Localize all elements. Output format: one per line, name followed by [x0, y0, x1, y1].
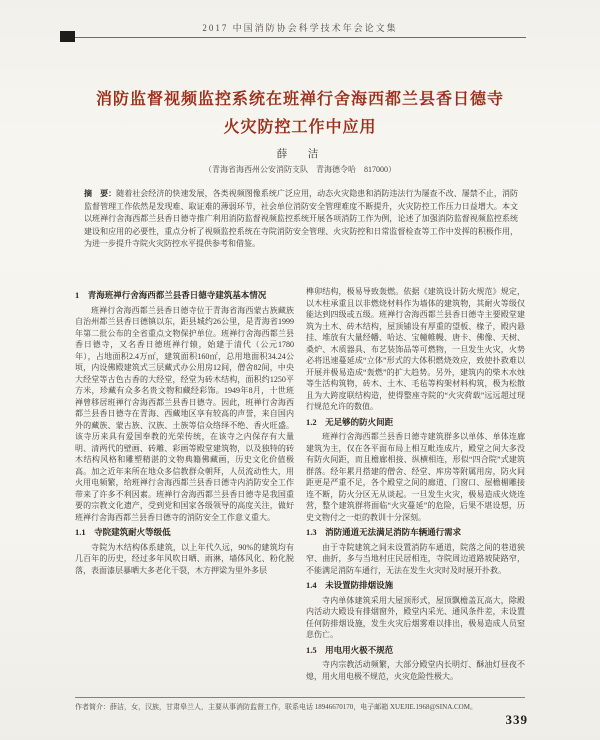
header-divider — [74, 37, 526, 38]
paragraph: 榫卯结构，极易导致轰燃。依据《建筑设计防火规范》规定，以木柱承重且以非燃烧材料作为墙体的建筑物，其耐火等级仅能达到四级或五级。班禅行舍海西都兰县香日德寺主要殿堂建筑为土木、砖木结构，屋顶铺设有厚重的望板、椽子，殿内悬挂、堆放有大量经幡、哈达、宝幢帷幔、唐卡、佛像、天树、桑炉、木质器具、布艺装饰品等可燃物，一旦发生火灾，火势必将迅速蔓延成“立体”形式的大体积燃烧效应，致使扑救难以开展并极易造成“轰燃”的扩大趋势。另外，建筑内的柴木水烛等生活构筑物，砖木、土木、毛毡等构架材料构筑，极为松散且为大跨度联结构造，使得整座寺院的“火灾荷载”远远超过现行规范允许的数值。 — [306, 287, 525, 411]
section-heading: 1 青海班禅行舍海西都兰县香日德寺建筑基本情况 — [75, 290, 267, 300]
right-column — [306, 286, 525, 695]
paragraph: 班禅行舍海西都兰县香日德寺位于青海省海西蒙古族藏族自治州都兰县香日德镇以东，距县城约26公里，是青海省1999年第二批公布的全省重点文物保护单位。班禅行舍海西都兰县香日德寺，又名香日德班禅行辕，始建于清代（公元1780年），占地面积2.4万㎡，建筑面积160㎡，总用地面积34.24公顷，内设佛殿建筑式三层藏式办公用房12间，僧舍82间，中央大经堂等古色古香的大经堂，经堂为砖木结构，面积约1250平方米，珍藏有众多名贵文物和藏经彩饰。1949年8月，十世班禅曾移居班禅行舍海西都兰县香日德寺。因此，班禅行舍海西都兰县香日德寺在青海、西藏地区享有较高的声誉，来自国内外的藏族、蒙古族、汉族、土族等信众络绎不绝、香火旺盛。该寺历来具有爱国奉教的光荣传统，在该寺之内保存有大量明、清两代的壁画、砖雕、彩画等殿堂建筑物，以及独特的砖木结构风格和雕塑精湛的文物典籍佛藏画，历史文化价值极高。加之近年来所在地众多信教群众朝拜，人员流动性大，用火用电频繁，给班禅行舍海西都兰县香日德寺内消防安全工作带来了许多不利因素。班禅行舍海西都兰县香日德寺是我国重要的宗教文化遗产，受到党和国家各级领导的高度关注，做好班禅行舍海西都兰县香日德寺的消防安全工作意义重大。 — [75, 305, 294, 522]
author-affiliation: （青海省海西州公安消防支队 青海德令哈 817000） — [204, 165, 396, 174]
paragraph: 由于寺院建筑之间未设置消防车通道，院落之间的巷道狭窄、曲折，多与当地村庄民居相连，寺院周边道路坡陡路窄，不能满足消防车通行，无法在发生火灾时及时展开扑救。 — [306, 542, 525, 575]
paper-title — [50, 86, 550, 142]
abstract-text: 随着社会经济的快速发展，各类视频图像系统广泛应用，动态火灾隐患和消防违法行为屡查不改、屡禁不止，消防监督管理工作依然是发现难、取证难的薄弱环节，社会单位消防安全管理难度不断提升，火灾防控工作压力日益增大。本文以班禅行舍海西都兰县香日德寺推广利用消防监督视频监控系统开展各项消防工作为例，论述了加强消防监督视频监控系统建设和应用的必要性，重点分析了视频监控系统在寺院消防安全管理、火灾防控和日常监督检查等工作中发挥的积极作用，为进一步提升寺院火灾防控水平提供参考和借鉴。 — [84, 189, 518, 248]
paper-title-line2: 火灾防控工作中应用 — [223, 119, 377, 136]
author-name: 薛 洁 — [276, 149, 324, 160]
abstract-label: 摘 要： — [84, 189, 117, 198]
section-heading: 1.1 寺院建筑耐火等级低 — [75, 527, 171, 537]
paragraph: 寺院为木结构体系建筑，以上年代久远，90%的建筑均有几百年的历史，经过多年风吹日晒、雨淋，墙体风化、粉化脱落，表面漆层暴晒大多老化干裂，木方押梁为里外多层 — [75, 542, 294, 575]
left-column — [75, 286, 294, 695]
section-heading: 1.3 消防通道无法满足消防车辆通行需求 — [306, 527, 462, 537]
abstract — [84, 188, 518, 251]
registration-mark — [60, 31, 75, 42]
proceedings-header: 2017 中国消防协会科学技术年会论文集 — [202, 23, 398, 33]
author-bio-footnote: 作者简介：薛洁，女，汉族，甘肃皋兰人，主要从事消防监督工作，联系电话 18946670170，电子邮箱 XUEJIE.1968@SINA.COM。 — [75, 703, 477, 711]
paragraph: 寺内单体建筑采用大屋顶形式，屋顶飘檐盖瓦高大，除殿内活动大殿设有排烟窗外，殿堂内采光、通风条件差，未设置任何防排烟设施，发生火灾后烟雾难以排出，极易造成人员窒息伤亡。 — [306, 595, 525, 639]
page-number: 339 — [505, 712, 528, 727]
paragraph: 寺内宗教活动频繁，大部分殿堂内长明灯、酥油灯昼夜不熄，用火用电极不规范，火灾危险性极大。 — [306, 660, 525, 681]
paper-title-line1: 消防监督视频监控系统在班禅行舍海西都兰县香日德寺 — [95, 91, 504, 108]
section-heading: 1.5 用电用火极不规范 — [306, 644, 394, 655]
section-heading: 1.4 未设置防排烟设施 — [306, 580, 394, 590]
paragraph: 班禅行舍海西都兰县香日德寺建筑群多以单体、单体连廊建筑为主，仅在各平面布局上相互毗连成片，殿堂之间大多没有防火间距，而且檐廊相接、纵横相连，形似“四合院”式建筑群落。经年累月搭建的僧舍、经堂、库房等附属用房，防火间距更是严重不足，各个殿堂之间的廊道、门窗口、屋檐楣雕接连不断，防火分区无从谈起。一旦发生火灾，极易造成火烧连营，整个建筑群将面临“火灾蔓延”的危险，后果不堪设想，历史文物付之一炬的教训十分深刻。 — [306, 432, 525, 522]
section-heading: 1.2 无足够的防火间距 — [306, 416, 394, 427]
footnote-divider — [75, 697, 525, 698]
